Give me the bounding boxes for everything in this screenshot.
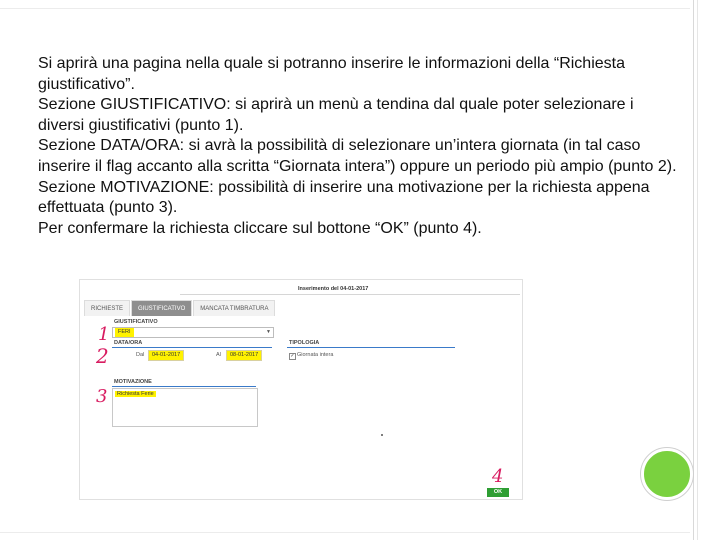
form-title: Inserimento del 04-01-2017 (298, 286, 369, 292)
data-ora-label: DATA/ORA (114, 340, 143, 346)
tipologia-divider (287, 347, 455, 348)
paragraph-data-ora: Sezione DATA/ORA: si avrà la possibilità di selezionare un’intera giornata (in tal caso inserire il flag accanto alla scritta “Giornata intera”) oppure un periodo più ampio (punto 2). (38, 137, 677, 175)
green-circle-decoration (641, 448, 693, 500)
date-from-input[interactable]: 04-01-2017 (148, 350, 184, 361)
annotation-1: 1 (98, 324, 110, 345)
form-tabs (84, 300, 276, 316)
date-from-label: Dal (136, 352, 145, 358)
motivazione-value: Richiesta Ferie (117, 391, 154, 397)
motivazione-divider (112, 386, 256, 387)
paragraph-giustificativo: Sezione GIUSTIFICATIVO: si aprirà un menù a tendina dal quale poter selezionare i diversi giustificativi (punto 1). (38, 96, 634, 134)
paragraph-intro: Si aprirà una pagina nella quale si potranno inserire le informazioni della “Richiesta giustificativo”. (38, 55, 625, 93)
annotation-2: 2 (96, 344, 109, 368)
paragraph-ok: Per confermare la richiesta cliccare sul bottone “OK” (punto 4). (38, 219, 482, 237)
slide-frame-right-inner (697, 0, 698, 540)
tab-richieste[interactable]: RICHIESTE (84, 300, 130, 316)
chevron-down-icon: ▼ (266, 329, 271, 335)
slide-frame-top (0, 8, 690, 9)
stray-dot (381, 434, 383, 436)
tab-mancata-timbratura[interactable]: MANCATA TIMBRATURA (193, 300, 275, 316)
motivazione-textarea[interactable] (112, 388, 258, 427)
giustificativo-label: GIUSTIFICATIVO (114, 319, 158, 325)
embedded-form-screenshot (79, 279, 523, 500)
date-to-label: Al (216, 352, 221, 358)
paragraph-motivazione: Sezione MOTIVAZIONE: possibilità di inserire una motivazione per la richiesta appena effettuata (punto 3). (38, 178, 650, 217)
giornata-intera-label: Giornata intera (297, 352, 334, 358)
ok-button[interactable]: OK (487, 488, 509, 497)
date-to-input[interactable]: 08-01-2017 (226, 350, 262, 361)
slide-frame-bottom (0, 532, 690, 533)
slide-body-text (38, 54, 678, 239)
slide-frame-right (693, 0, 694, 540)
giornata-intera-checkbox[interactable]: ✓ (290, 353, 295, 359)
motivazione-label: MOTIVAZIONE (114, 379, 152, 385)
giustificativo-select[interactable] (112, 327, 274, 338)
giustificativo-value: FERI (115, 328, 134, 337)
tab-giustificativo[interactable]: GIUSTIFICATIVO (131, 300, 192, 316)
data-ora-divider (112, 347, 272, 348)
annotation-3: 3 (96, 386, 108, 407)
annotation-4: 4 (492, 466, 504, 487)
form-title-divider (180, 294, 520, 295)
tipologia-label: TIPOLOGIA (289, 340, 320, 346)
